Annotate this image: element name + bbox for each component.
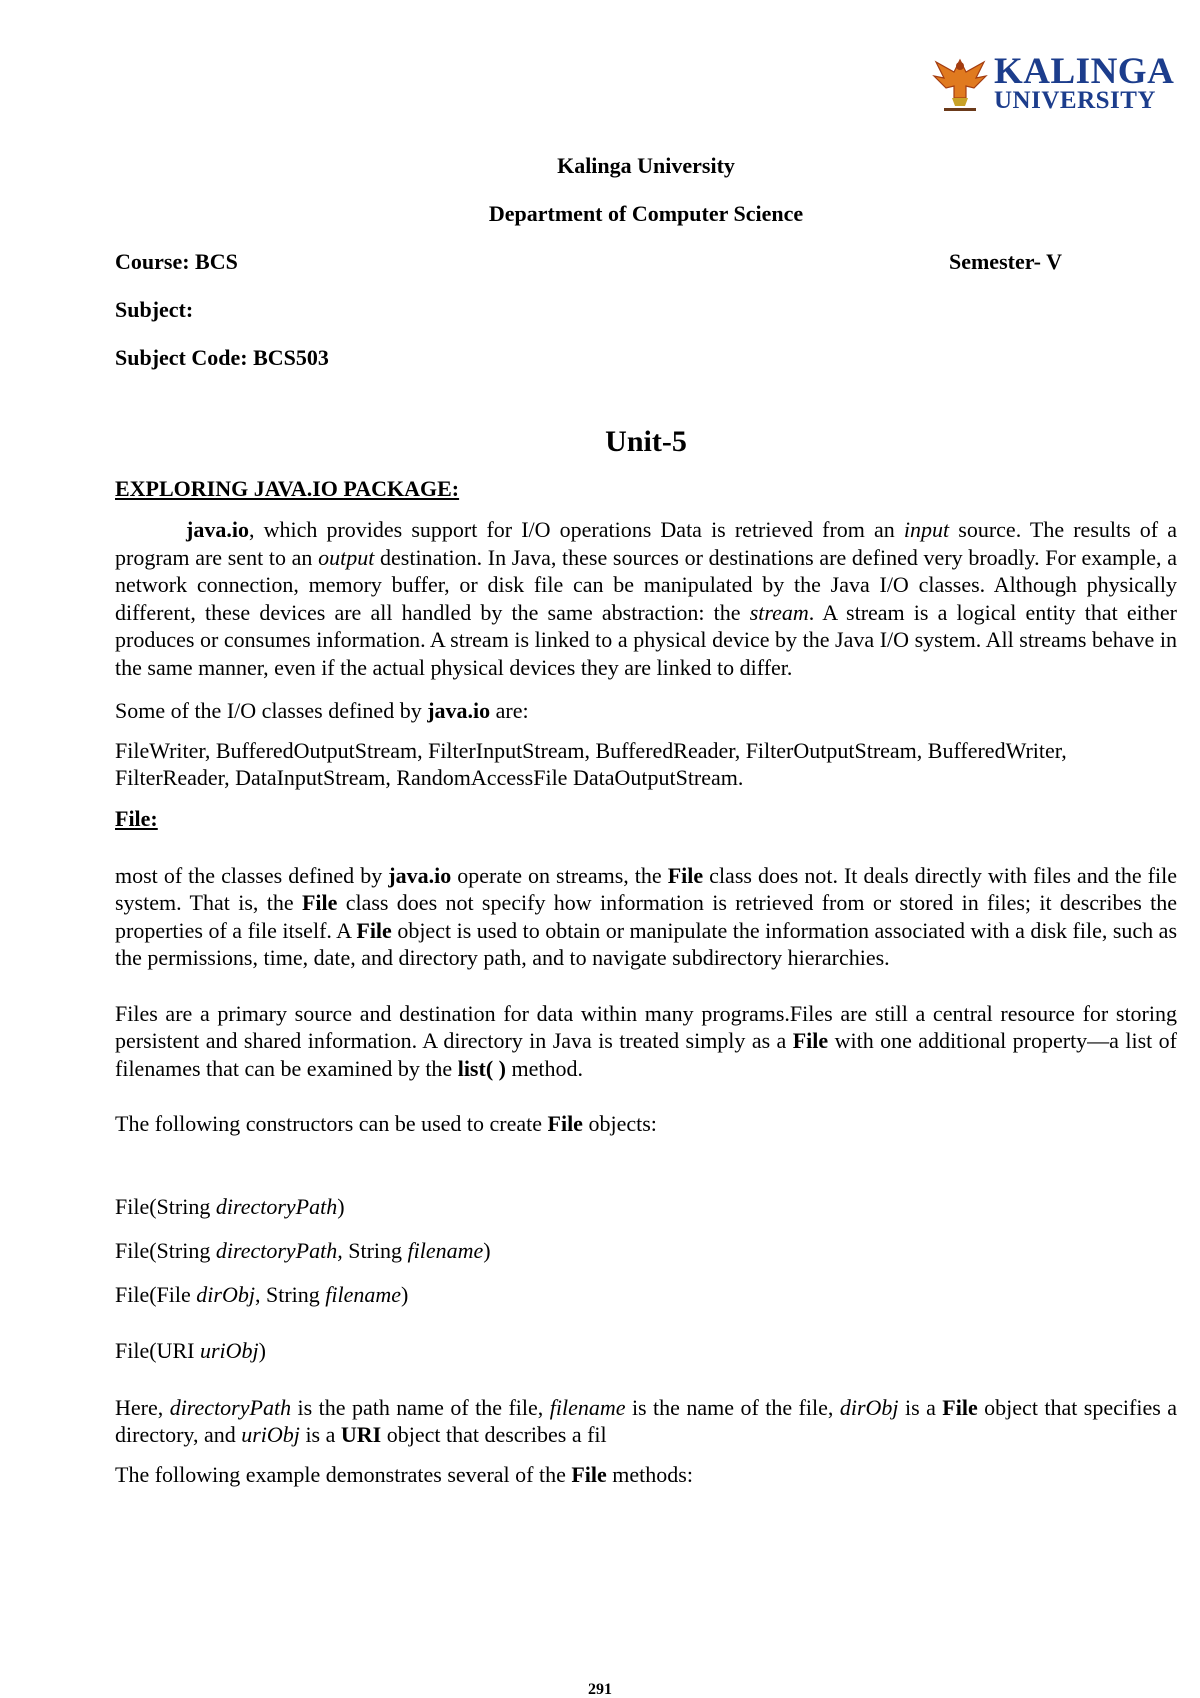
constructor-3: File(File dirObj, String filename) bbox=[115, 1281, 409, 1307]
page-content bbox=[115, 150, 1177, 1488]
constructor-2: File(String directoryPath, String filename) bbox=[115, 1237, 491, 1263]
page-number: 291 bbox=[588, 1681, 612, 1698]
semester-label: Semester- V bbox=[948, 249, 1062, 274]
unit-title: Unit-5 bbox=[605, 425, 687, 458]
paragraph-io-classes-intro: Some of the I/O classes defined by java.io are: bbox=[115, 698, 529, 723]
eagle-emblem-icon bbox=[932, 52, 988, 114]
course-semester-row bbox=[115, 246, 1177, 278]
paragraph-example-intro: The following example demonstrates several of the File methods: bbox=[115, 1461, 693, 1487]
paragraph-constructors-intro: The following constructors can be used to create File objects: bbox=[115, 1111, 657, 1136]
paragraph-files-resource: Files are a primary source and destination for data within many programs.Files are still a central resource for storing persistent and shared information. A directory in Java is treated simply as a File with one additional property—a list of filenames that can be examined by the list( ) method. bbox=[115, 1000, 1177, 1081]
section-heading-java-io: EXPLORING JAVA.IO PACKAGE: bbox=[115, 476, 460, 501]
logo-line-1: KALINGA bbox=[994, 51, 1175, 92]
constructor-1: File(String directoryPath) bbox=[115, 1193, 345, 1219]
paragraph-file-class: most of the classes defined by java.io operate on streams, the File class does not. It deals directly with files and the file system. That is, the File class does not specify how information is retrieved from or stored in files; it describes the properties of a file itself. A File object is used to obtain or manipulate the information associated with a disk file, such as the permissions, time, date, and directory path, and to navigate subdirectory hierarchies. bbox=[115, 862, 1178, 970]
university-name: Kalinga University bbox=[557, 153, 735, 178]
subject-code-label: Subject Code: BCS503 bbox=[115, 345, 329, 370]
section-heading-file: File: bbox=[115, 805, 158, 831]
paragraph-java-io-intro: java.io, which provides support for I/O operations Data is retrieved from an input source. The results of a program are sent to an output destination. In Java, these sources or destinations are defined very broadly. For example, a network connection, memory buffer, or disk file can be manipulated by the Java I/O classes. Although physically different, these devices are all handled by the same abstraction: the stream. A stream is a logical entity that either produces or consumes information. A stream is linked to a physical device by the Java I/O system. All streams behave in the same manner, even if the actual physical devices they are linked to differ. bbox=[115, 517, 1178, 680]
subject-label: Subject: bbox=[115, 297, 194, 322]
university-logo bbox=[932, 50, 1175, 116]
course-label: Course: BCS bbox=[115, 249, 238, 274]
logo-wordmark bbox=[994, 53, 1174, 113]
department-name: Department of Computer Science bbox=[488, 201, 804, 226]
constructor-4: File(URI uriObj) bbox=[115, 1337, 266, 1363]
paragraph-io-classes-list: FileWriter, BufferedOutputStream, FilterInputStream, BufferedReader, FilterOutputStream, BufferedWriter, FilterReader, DataInputStream, RandomAccessFile DataOutputStream. bbox=[115, 737, 1067, 790]
logo-line-2: UNIVERSITY bbox=[994, 87, 1156, 114]
paragraph-constructor-params: Here, directoryPath is the path name of the file, filename is the name of the file, dirObj is a File object that specifies a directory, and uriObj is a URI object that describes a fil bbox=[115, 1394, 1177, 1447]
